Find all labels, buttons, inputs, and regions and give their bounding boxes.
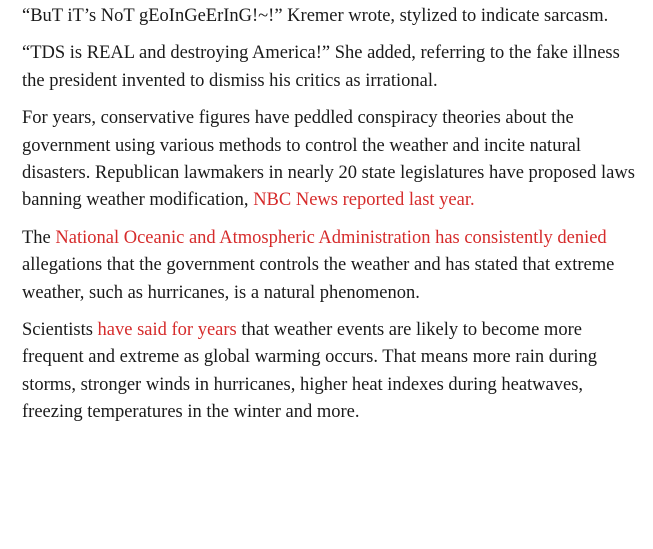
article-body [22,3,637,437]
paragraph-text: that weather events are likely to become more frequent and extreme as global warming occurs. That means more rain during storms, stronger winds in hurricanes, higher heat indexes during heatwaves, freezing temperatures in the winter and more. [22,320,598,423]
paragraph-text: allegations that the government controls the weather and has stated that extreme weather, such as hurricanes, is a natural phenomenon. [22,255,615,303]
paragraph-tds-quote [22,40,637,95]
paragraph-text: “TDS is REAL and destroying America!” She added, referring to the fake illness the president invented to dismiss his critics as irrational. [22,43,620,91]
scientists-said-link[interactable]: have said for years [97,320,237,341]
paragraph-scientists [22,317,637,427]
paragraph-conspiracy-theories [22,105,637,215]
paragraph-noaa [22,225,637,307]
paragraph-text: Scientists [22,320,98,341]
paragraph-text: For years, conservative figures have peddled conspiracy theories about the government using various methods to control the weather and incite natural disasters. Republican lawmakers in nearly 20 state legislatures have proposed laws banning weather modification, [22,108,635,211]
noaa-denied-link[interactable]: National Oceanic and Atmospheric Administration has consistently denied [55,227,607,248]
paragraph-text: The [22,227,56,248]
paragraph-sarcasm-quote [22,3,637,30]
paragraph-text: “BuT iT’s NoT gEoInGeErInG!~!” Kremer wrote, stylized to indicate sarcasm. [22,6,609,26]
nbc-news-link[interactable]: NBC News reported last year. [253,190,475,211]
